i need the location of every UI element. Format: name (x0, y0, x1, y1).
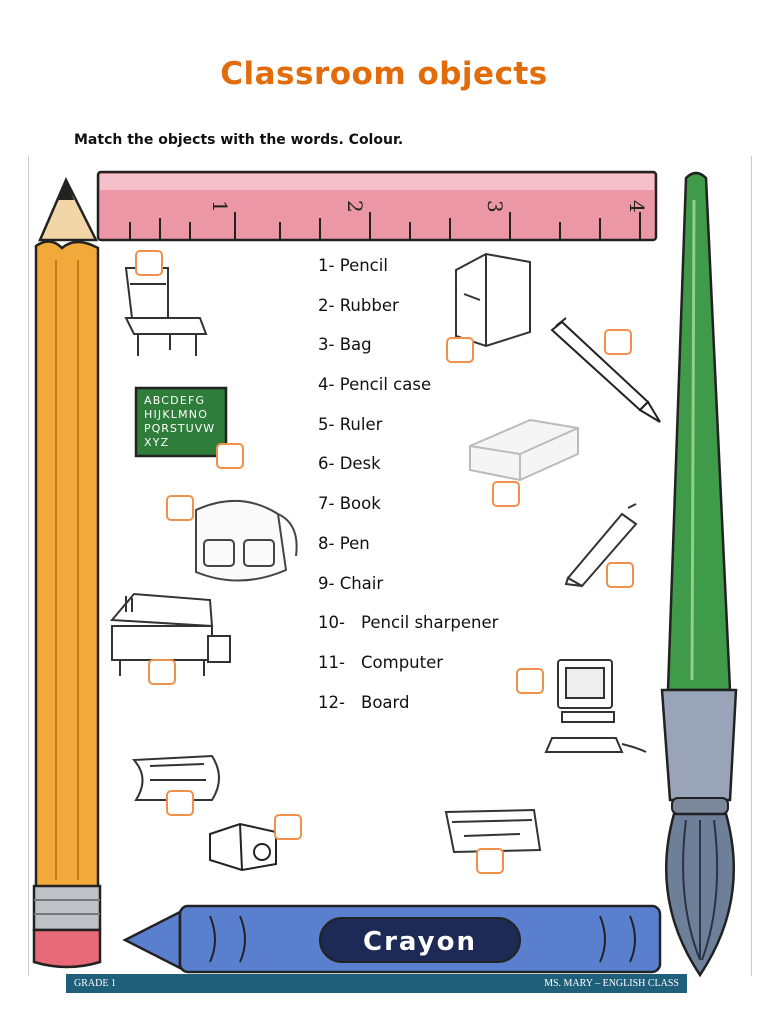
pencil-sharpener-illustration (210, 824, 276, 870)
bag-illustration (196, 501, 297, 581)
list-item (318, 373, 498, 413)
pencil-case-illustration (446, 810, 540, 852)
word-number: 2- (318, 295, 335, 315)
ruler-illustration (98, 172, 656, 240)
list-item (318, 532, 498, 572)
word-label: Book (339, 494, 381, 514)
word-label: Pencil sharpener (361, 613, 499, 633)
crayon-label: Crayon (363, 927, 477, 957)
board-line: PQRSTUVW (144, 422, 216, 435)
list-item (318, 254, 498, 294)
footer-grade: GRADE 1 (74, 978, 116, 989)
word-label: Computer (361, 652, 444, 672)
list-item (318, 572, 498, 612)
list-item (318, 452, 498, 492)
computer-illustration (546, 660, 646, 752)
word-number: 3- (318, 335, 335, 355)
chair-illustration (126, 268, 206, 356)
answer-box-pencil-case[interactable] (476, 848, 504, 874)
word-number: 8- (318, 533, 335, 553)
list-item (318, 691, 498, 731)
word-number: 9- (318, 573, 335, 593)
ruler-number: 2 (343, 200, 367, 213)
footer-bar (66, 974, 687, 993)
word-label: Chair (339, 573, 384, 593)
answer-box-pencil-sharpener[interactable] (274, 814, 302, 840)
ruler-number: 4 (625, 200, 649, 213)
word-label: Bag (339, 335, 372, 355)
answer-box-chair[interactable] (135, 250, 163, 276)
list-item (318, 492, 498, 532)
word-number: 1- (318, 256, 335, 275)
footer-teacher: MS. MARY – ENGLISH CLASS (544, 978, 679, 989)
answer-box-desk[interactable] (148, 659, 176, 685)
instruction-text: Match the objects with the words. Colour. (74, 132, 404, 148)
word-label: Ruler (339, 414, 383, 434)
word-number: 10- (318, 613, 345, 633)
list-item (318, 294, 498, 334)
answer-box-pen[interactable] (606, 562, 634, 588)
crayon-illustration (125, 906, 660, 972)
word-list (318, 254, 498, 730)
answer-box-glue-roll[interactable] (166, 790, 194, 816)
board-line: XYZ (144, 436, 170, 449)
list-item (318, 413, 498, 453)
word-label: Desk (339, 454, 381, 474)
page-title: Classroom objects (220, 56, 548, 92)
paint-brush-illustration (662, 173, 736, 975)
list-item (318, 651, 498, 691)
word-number: 12- (318, 692, 345, 712)
board-line: HIJKLMNO (144, 408, 209, 421)
word-label: Pen (339, 533, 370, 553)
ruler-number: 3 (483, 200, 507, 213)
word-number: 6- (318, 454, 335, 474)
answer-box-board[interactable] (216, 443, 244, 469)
ruler-number: 1 (208, 200, 232, 213)
answer-box-book[interactable] (446, 337, 474, 363)
answer-box-computer[interactable] (516, 668, 544, 694)
answer-box-rubber[interactable] (492, 481, 520, 507)
board-illustration (136, 388, 226, 456)
word-label: Pencil (339, 256, 388, 275)
word-number: 5- (318, 414, 335, 434)
list-item (318, 611, 498, 651)
word-number: 11- (318, 652, 345, 672)
word-label: Board (361, 692, 410, 712)
word-number: 4- (318, 375, 335, 395)
answer-box-pencil[interactable] (604, 329, 632, 355)
big-pencil-illustration (34, 180, 100, 967)
word-label: Rubber (339, 295, 399, 315)
word-number: 7- (318, 494, 335, 514)
word-label: Pencil case (339, 375, 432, 395)
answer-box-bag[interactable] (166, 495, 194, 521)
board-line: ABCDEFG (144, 394, 206, 407)
